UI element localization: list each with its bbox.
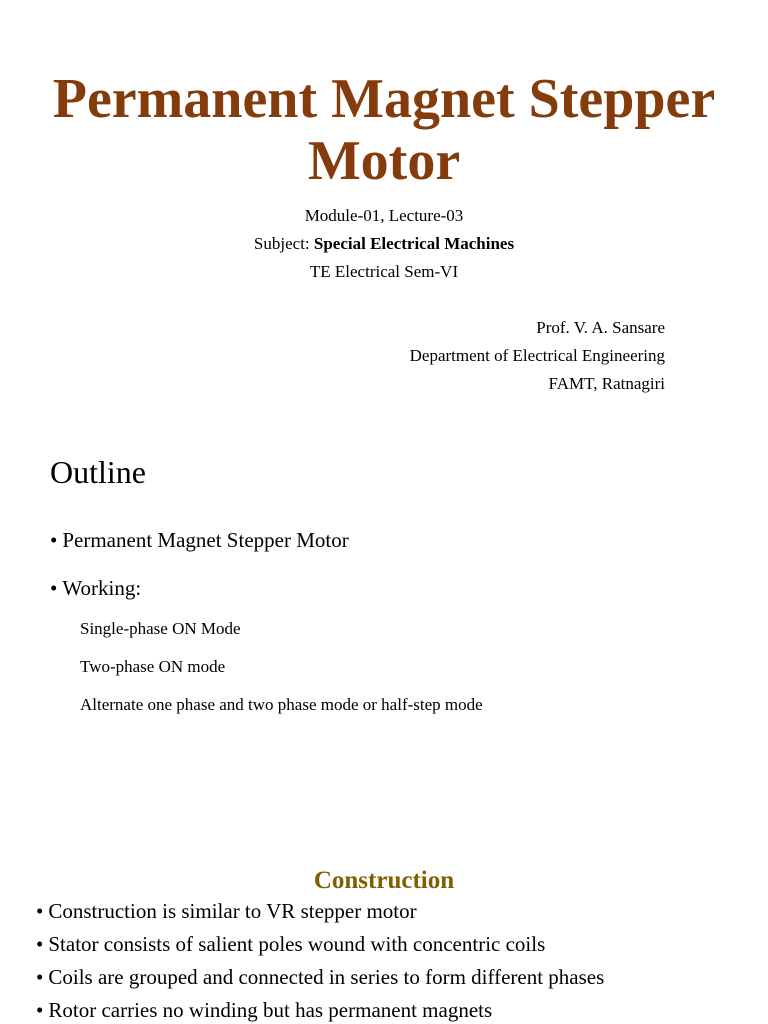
outline-sub-item: Single-phase ON Mode	[80, 619, 241, 638]
construction-item	[36, 898, 417, 924]
author-institute: FAMT, Ratnagiri	[548, 374, 665, 393]
bullet-icon: •	[50, 576, 58, 600]
outline-item	[50, 528, 349, 552]
outline-item-text: Working:	[62, 576, 142, 600]
bullet-icon: •	[36, 899, 44, 923]
outline-item	[50, 576, 141, 600]
outline-sub-item: Two-phase ON mode	[80, 657, 226, 676]
construction-item	[36, 997, 492, 1023]
construction-item-text: Rotor carries no winding but has permanent magnets	[48, 998, 493, 1022]
construction-item-text: Stator consists of salient poles wound with concentric coils	[48, 932, 546, 956]
subject-name: Special Electrical Machines	[313, 234, 515, 253]
subject-prefix: Subject:	[253, 234, 314, 253]
subject-line	[0, 234, 768, 254]
bullet-icon: •	[50, 528, 58, 552]
bullet-icon: •	[36, 965, 44, 989]
construction-item	[36, 931, 545, 957]
construction-item	[36, 964, 604, 990]
construction-slide	[0, 830, 768, 1024]
author-department: Department of Electrical Engineering	[409, 346, 665, 365]
construction-item-text: Construction is similar to VR stepper motor	[48, 899, 417, 923]
class-semester: TE Electrical Sem-VI	[309, 262, 459, 281]
author-name: Prof. V. A. Sansare	[536, 318, 665, 337]
bullet-icon: •	[36, 932, 44, 956]
bullet-icon: •	[36, 998, 44, 1022]
outline-item-text: Permanent Magnet Stepper Motor	[62, 528, 349, 552]
title-slide	[0, 0, 768, 420]
construction-heading: Construction	[313, 867, 455, 894]
slide-title: Permanent Magnet Stepper Motor	[52, 68, 716, 192]
outline-sub-item: Alternate one phase and two phase mode or half-step mode	[80, 695, 483, 714]
outline-heading: Outline	[50, 454, 146, 490]
outline-slide	[0, 420, 768, 830]
construction-item-text: Coils are grouped and connected in series to form different phases	[48, 965, 605, 989]
module-lecture: Module-01, Lecture-03	[304, 206, 464, 225]
